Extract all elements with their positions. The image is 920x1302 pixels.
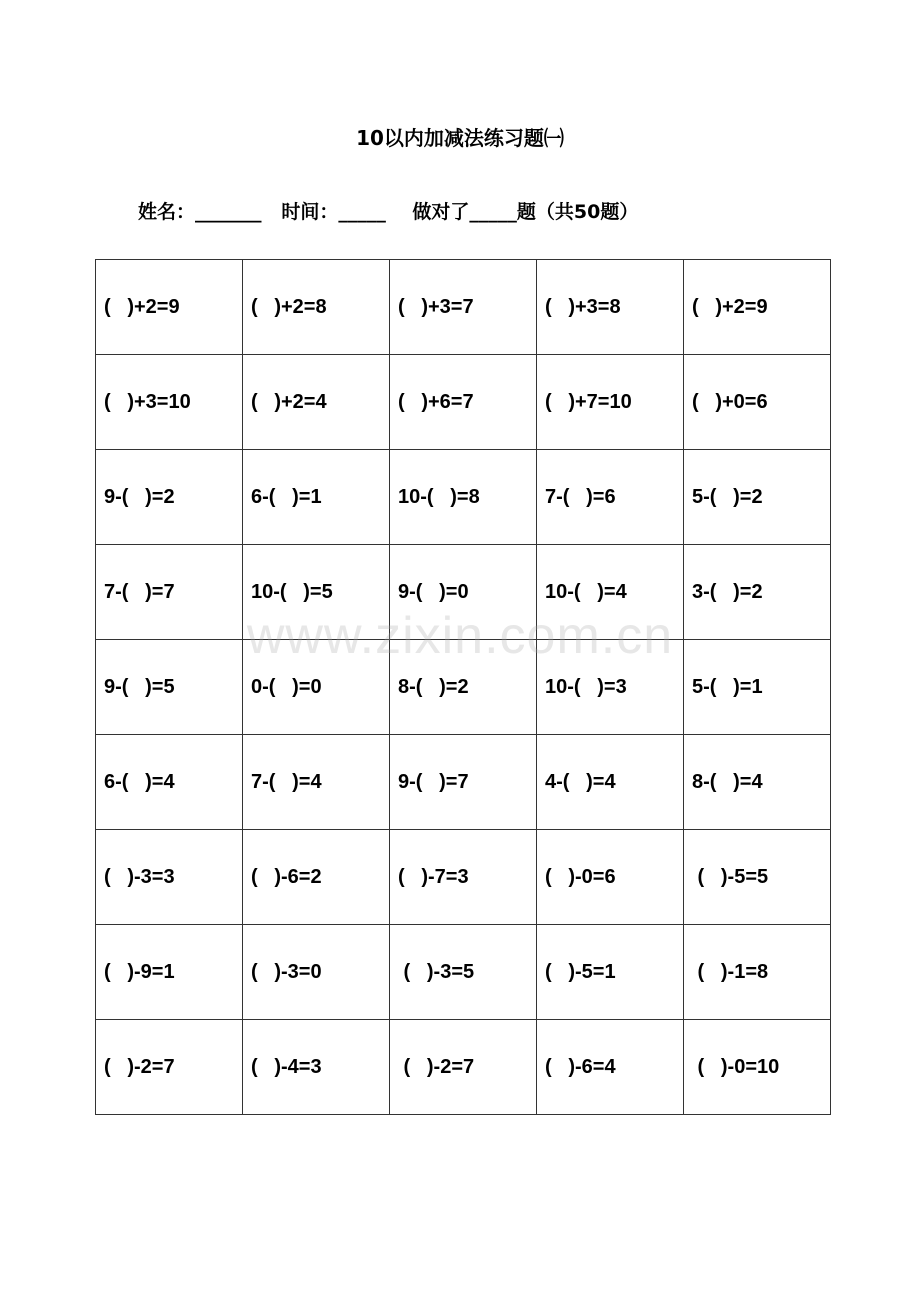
problem-cell: ( )-2=7 (390, 1020, 537, 1115)
problem-cell: ( )+2=9 (96, 260, 243, 355)
student-info-line (138, 196, 638, 228)
problem-cell: ( )-3=3 (96, 830, 243, 925)
problem-cell: ( )+3=7 (390, 260, 537, 355)
problem-cell: ( )-1=8 (684, 925, 831, 1020)
problem-cell: ( )+3=8 (537, 260, 684, 355)
name-label: 姓名： (138, 201, 196, 223)
problem-cell: 7-( )=4 (243, 735, 390, 830)
problem-cell: ( )-0=10 (684, 1020, 831, 1115)
problem-cell: 8-( )=2 (390, 640, 537, 735)
name-blank: _______ (195, 201, 262, 223)
problem-cell: 10-( )=4 (537, 545, 684, 640)
problem-cell: 9-( )=2 (96, 450, 243, 545)
time-label: 时间： (281, 201, 339, 223)
problem-cell: 3-( )=2 (684, 545, 831, 640)
problem-cell: 7-( )=6 (537, 450, 684, 545)
total-label: 题（共50题） (516, 201, 639, 223)
problem-row (96, 545, 831, 640)
problem-cell: 10-( )=5 (243, 545, 390, 640)
problem-cell: ( )+2=8 (243, 260, 390, 355)
problem-cell: ( )+2=9 (684, 260, 831, 355)
problem-row (96, 735, 831, 830)
problem-cell: ( )-6=4 (537, 1020, 684, 1115)
problem-cell: 10-( )=3 (537, 640, 684, 735)
time-blank: _____ (338, 201, 386, 223)
problem-cell: ( )-7=3 (390, 830, 537, 925)
problem-row (96, 1020, 831, 1115)
problem-row (96, 925, 831, 1020)
problem-row (96, 355, 831, 450)
problem-row (96, 450, 831, 545)
problem-cell: 5-( )=1 (684, 640, 831, 735)
problem-cell: 6-( )=1 (243, 450, 390, 545)
problem-cell: ( )-4=3 (243, 1020, 390, 1115)
problem-cell: 4-( )=4 (537, 735, 684, 830)
problem-row (96, 830, 831, 925)
problem-row (96, 260, 831, 355)
problem-row (96, 640, 831, 735)
problem-cell: 9-( )=7 (390, 735, 537, 830)
problem-cell: 6-( )=4 (96, 735, 243, 830)
problem-cell: ( )-2=7 (96, 1020, 243, 1115)
problem-cell: 7-( )=7 (96, 545, 243, 640)
problem-cell: 9-( )=0 (390, 545, 537, 640)
problem-cell: 5-( )=2 (684, 450, 831, 545)
problem-cell: ( )-6=2 (243, 830, 390, 925)
problem-cell: ( )+7=10 (537, 355, 684, 450)
problem-cell: ( )-5=5 (684, 830, 831, 925)
watermark: www.zixin.com.cn (246, 607, 674, 665)
problem-cell: 9-( )=5 (96, 640, 243, 735)
worksheet-title: 10以内加减法练习题㈠ (356, 126, 564, 150)
problem-cell: ( )+2=4 (243, 355, 390, 450)
problem-cell: ( )+6=7 (390, 355, 537, 450)
problem-cell: ( )+0=6 (684, 355, 831, 450)
problem-cell: ( )-0=6 (537, 830, 684, 925)
correct-blank: _____ (469, 201, 517, 223)
problem-cell: ( )-5=1 (537, 925, 684, 1020)
problem-cell: ( )-9=1 (96, 925, 243, 1020)
problem-cell: ( )-3=0 (243, 925, 390, 1020)
problem-cell: ( )-3=5 (390, 925, 537, 1020)
problem-cell: ( )+3=10 (96, 355, 243, 450)
problem-cell: 0-( )=0 (243, 640, 390, 735)
problem-cell: 10-( )=8 (390, 450, 537, 545)
problem-cell: 8-( )=4 (684, 735, 831, 830)
problem-grid (95, 259, 831, 1115)
correct-label: 做对了 (412, 201, 470, 223)
